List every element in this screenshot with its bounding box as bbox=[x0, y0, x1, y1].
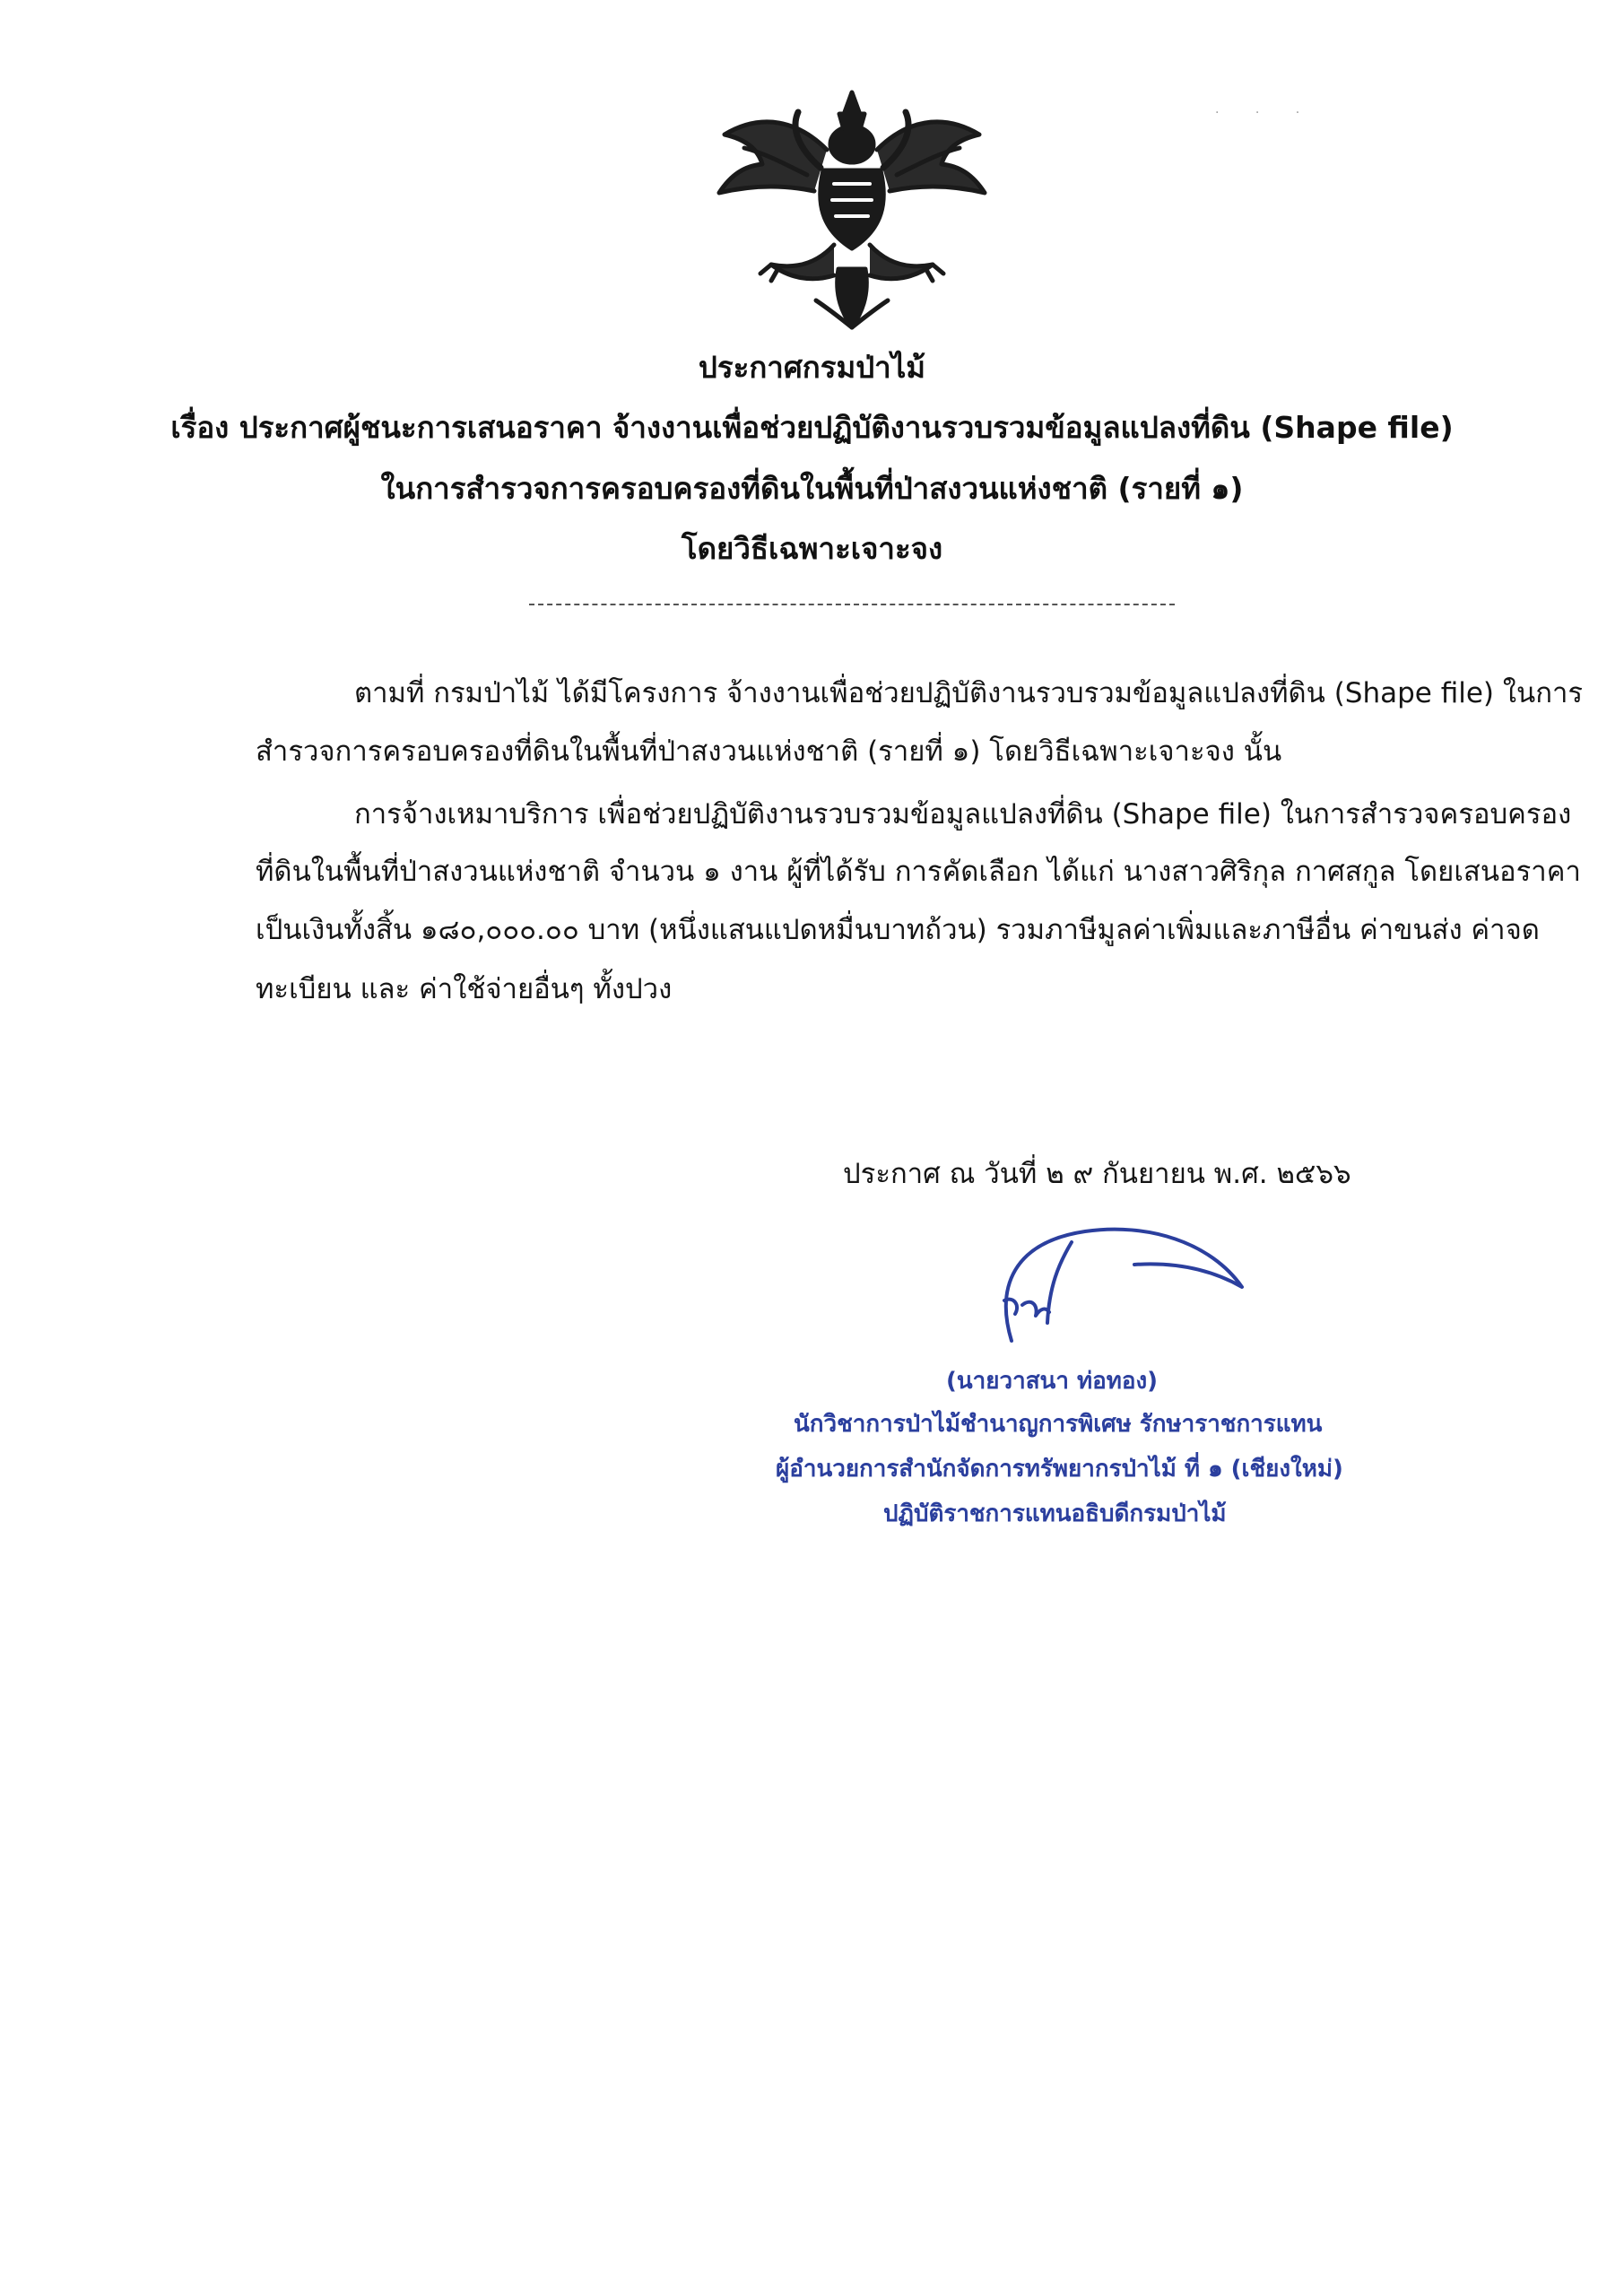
body-paragraph-line: เป็นเงินทั้งสิ้น ๑๘๐,๐๐๐.๐๐ บาท (หนึ่งแสนแปดหมื่นบาทถ้วน) รวมภาษีมูลค่าเพิ่มและภาษีอื่น ค่าขนส่ง ค่าจด bbox=[256, 914, 1540, 946]
signatory-position-1: นักวิชาการป่าไม้ชำนาญการพิเศษ รักษาราชการแทน bbox=[794, 1411, 1323, 1438]
signatory-name: (นายวาสนา ท่อทอง) bbox=[946, 1368, 1159, 1395]
subject-line-1: เรื่อง ประกาศผู้ชนะการเสนอราคา จ้างงานเพื่อช่วยปฏิบัติงานรวบรวมข้อมูลแปลงที่ดิน (Shape file) bbox=[170, 410, 1454, 445]
body-paragraph-line: ตามที่ กรมป่าไม้ ได้มีโครงการ จ้างงานเพื่อช่วยปฏิบัติงานรวบรวมข้อมูลแปลงที่ดิน (Shape file) ในการ bbox=[354, 677, 1584, 709]
body-paragraph-line: ที่ดินในพื้นที่ป่าสงวนแห่งชาติ จำนวน ๑ งาน ผู้ที่ได้รับ การคัดเลือก ได้แก่ นางสาวศิริกุล กาศสกูล โดยเสนอราคา bbox=[256, 856, 1581, 888]
signatory-position-3: ปฏิบัติราชการแทนอธิบดีกรมป่าไม้ bbox=[883, 1500, 1227, 1527]
body-paragraph-line: การจ้างเหมาบริการ เพื่อช่วยปฏิบัติงานรวบรวมข้อมูลแปลงที่ดิน (Shape file) ในการสำรวจครอบครอง bbox=[354, 798, 1572, 831]
signatory-position-2: ผู้อำนวยการสำนักจัดการทรัพยากรป่าไม้ ที่ ๑ (เชียงใหม่) bbox=[776, 1456, 1343, 1483]
heading-divider bbox=[529, 604, 1175, 605]
body-paragraph-line: ทะเบียน และ ค่าใช้จ่ายอื่นๆ ทั้งปวง bbox=[256, 973, 673, 1005]
garuda-emblem-icon bbox=[708, 85, 995, 341]
body-paragraph-line: สำรวจการครอบครองที่ดินในพื้นที่ป่าสงวนแห่งชาติ (รายที่ ๑) โดยวิธีเฉพาะเจาะจง นั้น bbox=[256, 735, 1282, 768]
scan-artifact: · · · bbox=[1215, 106, 1316, 120]
subject-line-3: โดยวิธีเฉพาะเจาะจง bbox=[681, 531, 943, 566]
handwritten-signature bbox=[986, 1215, 1246, 1354]
document-title: ประกาศกรมป่าไม้ bbox=[698, 350, 926, 385]
subject-line-2: ในการสำรวจการครอบครองที่ดินในพื้นที่ป่าสงวนแห่งชาติ (รายที่ ๑) bbox=[380, 471, 1244, 506]
announcement-date: ประกาศ ณ วันที่ ๒ ๙ กันยายน พ.ศ. ๒๕๖๖ bbox=[843, 1158, 1351, 1190]
